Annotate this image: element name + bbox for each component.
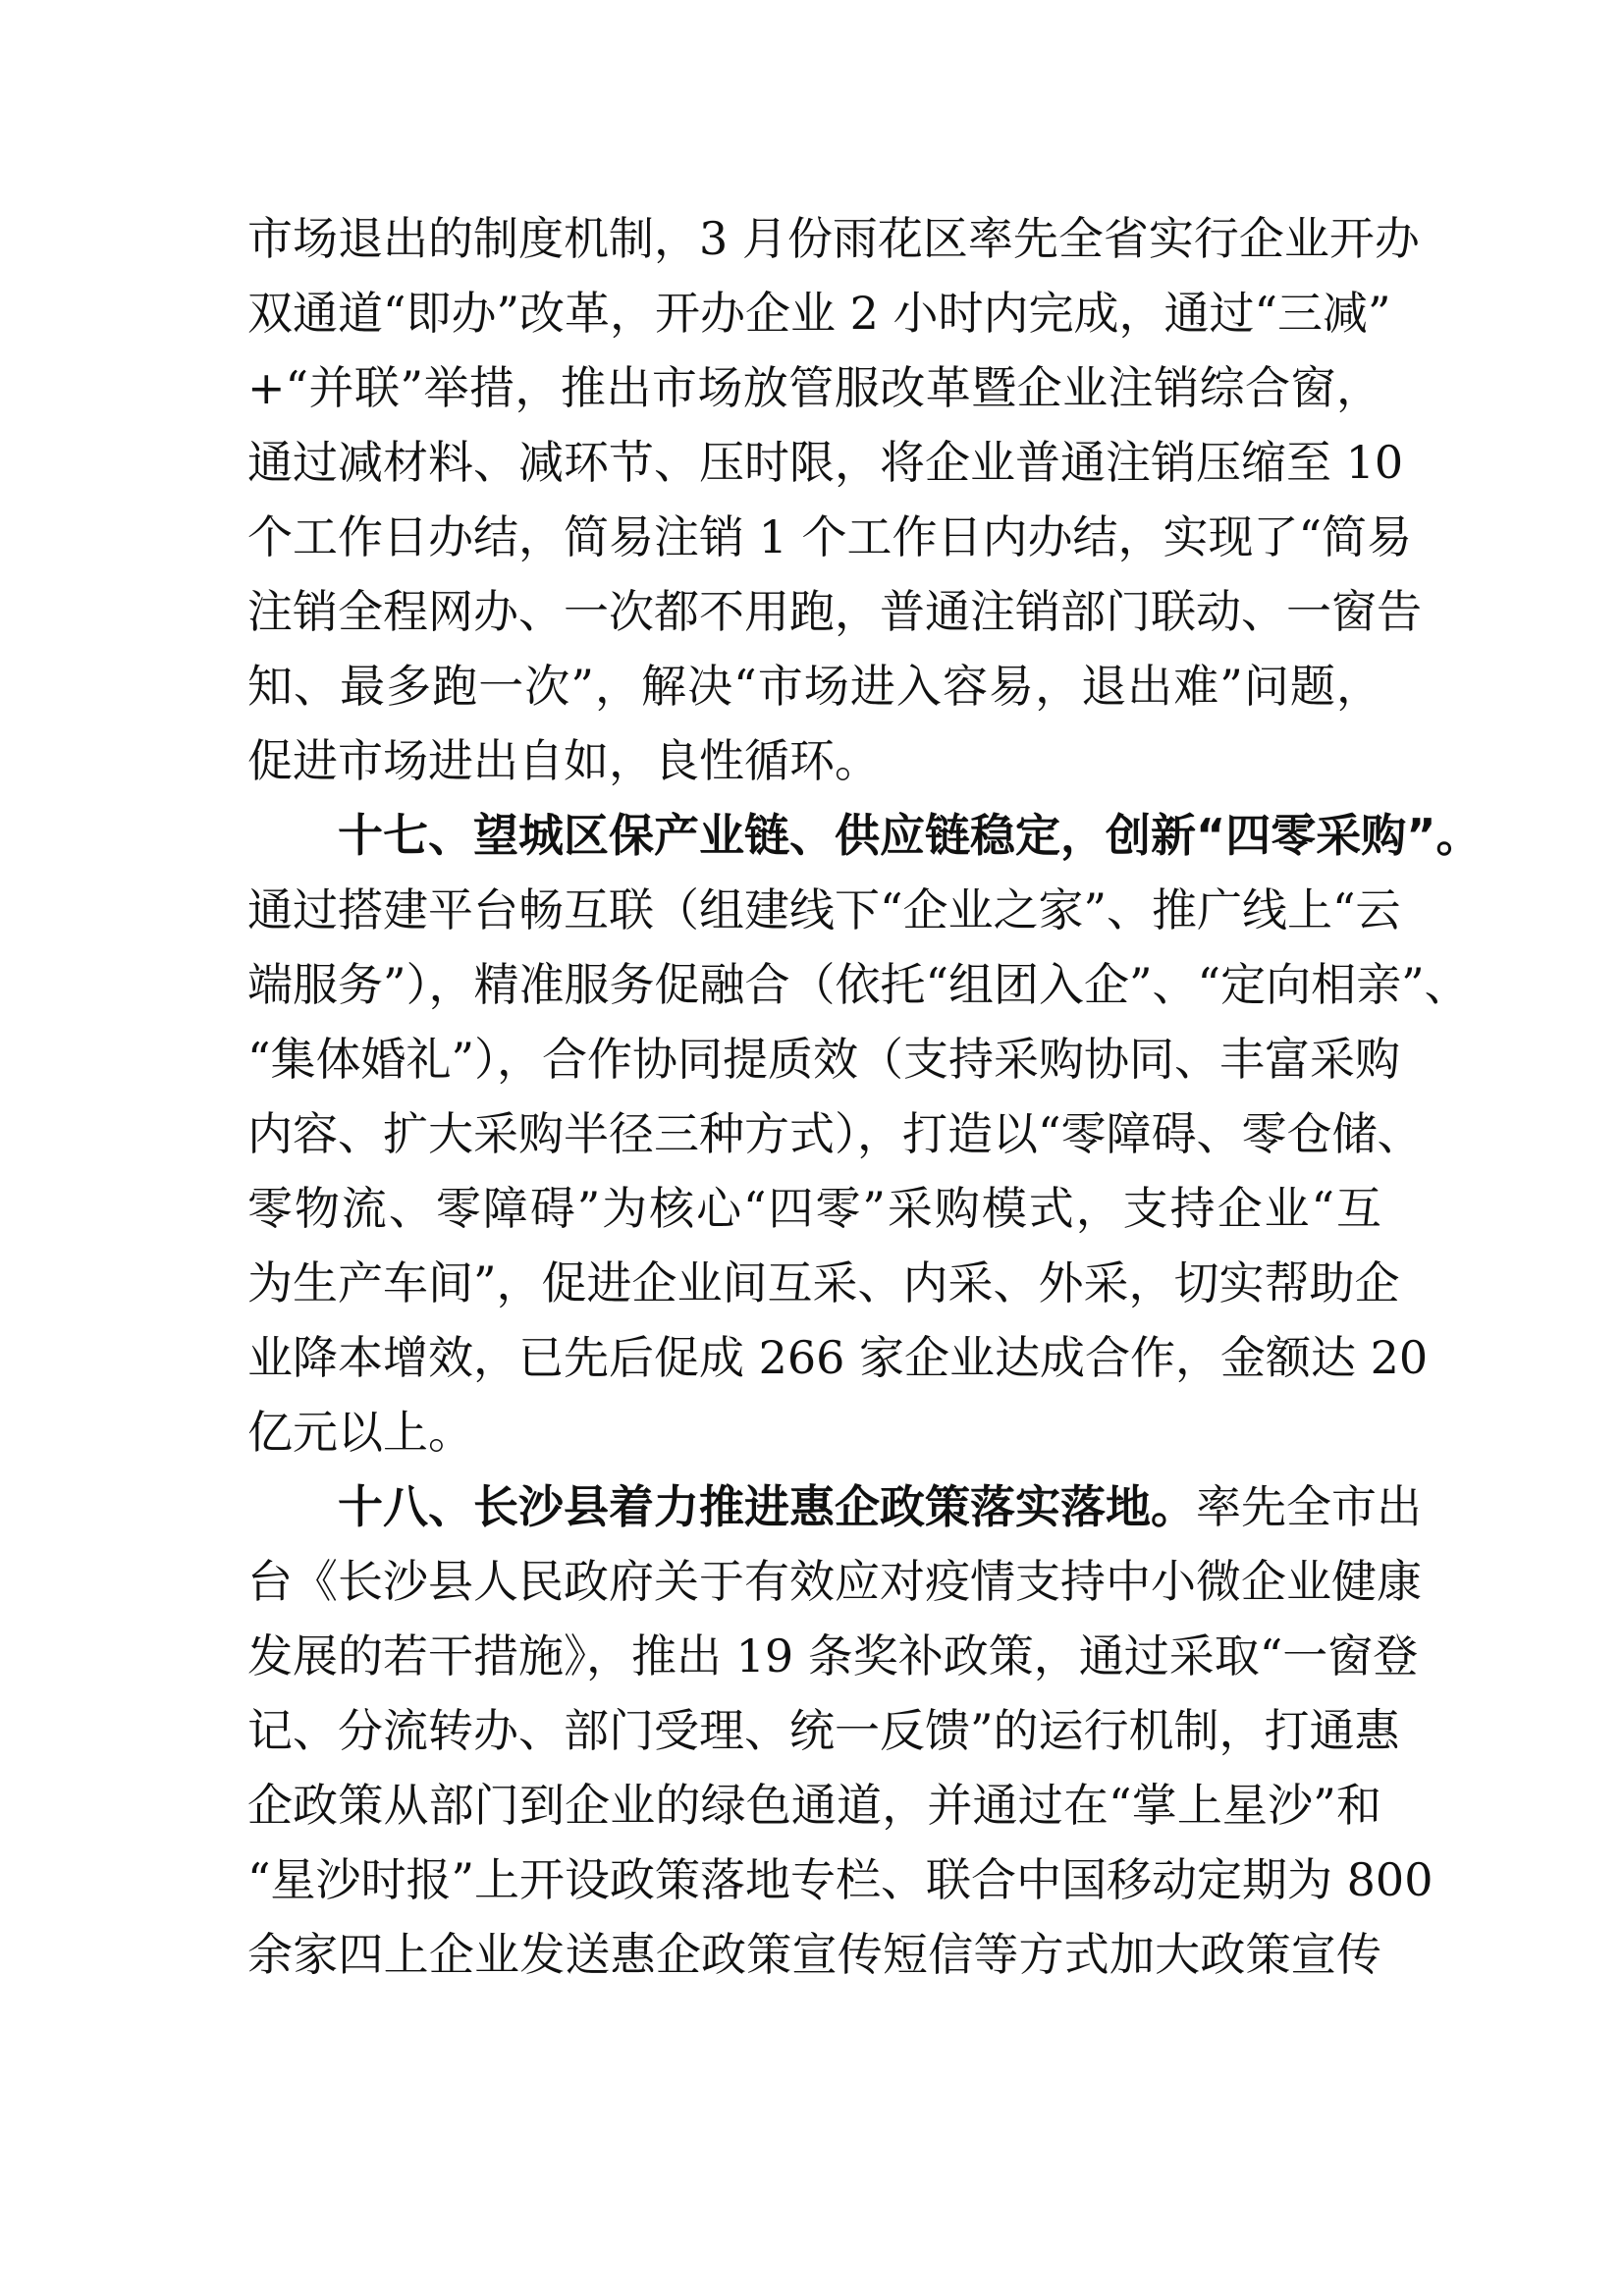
text-line: “星沙时报”上开设政策落地专栏、联合中国移动定期为 800 (247, 1853, 1434, 1906)
text-line: 个工作日办结，简易注销 1 个工作日内办结，实现了“简易 (247, 510, 1413, 563)
text-line: 发展的若干措施》，推出 19 条奖补政策，通过采取“一窗登 (247, 1629, 1419, 1682)
text-line: 通过减材料、减环节、压时限，将企业普通注销压缩至 10 (247, 436, 1404, 489)
text-line: 注销全程网办、一次都不用跑，普通注销部门联动、一窗告 (247, 585, 1422, 638)
section-heading-line-18 (247, 1469, 1422, 1544)
text-line: 内容、扩大采购半径三种方式），打造以“零障碍、零仓储、 (247, 1107, 1423, 1160)
text-line: +“并联”举措，推出市场放管服改革暨企业注销综合窗， (247, 361, 1381, 414)
text-line: 台《长沙县人民政府关于有效应对疫情支持中小微企业健康 (247, 1555, 1422, 1608)
text-line: 促进市场进出自如，良性循环。 (247, 734, 880, 787)
text-line: 亿元以上。 (247, 1406, 473, 1459)
text-line: 通过搭建平台畅互联（组建线下“企业之家”、推广线上“云 (247, 883, 1401, 936)
text-line: 业降本增效，已先后促成 266 家企业达成合作，金额达 20 (247, 1331, 1429, 1384)
text-line: 端服务”），精准服务促融合（依托“组团入企”、“定向相亲”、 (247, 958, 1470, 1011)
paragraph-changsha-county (247, 1469, 1434, 1992)
text-line: 知、最多跑一次”，解决“市场进入容易，退出难”问题， (247, 660, 1381, 713)
section-heading-18: 十八、长沙县着力推进惠企政策落实落地。 (338, 1480, 1196, 1533)
paragraph-wangcheng (247, 798, 1482, 1469)
text-line: 企政策从部门到企业的绿色通道，并通过在“掌上星沙”和 (247, 1779, 1381, 1832)
text-line: 零物流、零障碍”为核心“四零”采购模式，支持企业“互 (247, 1182, 1381, 1235)
text-line: “集体婚礼”），合作协同提质效（支持采购协同、丰富采购 (247, 1033, 1401, 1086)
document-body (247, 201, 1482, 1992)
paragraph-market-exit (247, 201, 1422, 798)
text-line: 余家四上企业发送惠企政策宣传短信等方式加大政策宣传 (247, 1928, 1381, 1981)
text-line: 市场退出的制度机制，3 月份雨花区率先全省实行企业开办 (247, 212, 1420, 265)
text-line: 为生产车间”，促进企业间互采、内采、外采，切实帮助企 (247, 1256, 1400, 1309)
text-line: 双通道“即办”改革，开办企业 2 小时内完成，通过“三减” (247, 287, 1391, 340)
section-heading-17: 十七、望城区保产业链、供应链稳定，创新“四零采购”。 (338, 809, 1482, 862)
heading-line-rest: 率先全市出 (1196, 1480, 1422, 1533)
text-line: 记、分流转办、部门受理、统一反馈”的运行机制，打通惠 (247, 1704, 1400, 1757)
